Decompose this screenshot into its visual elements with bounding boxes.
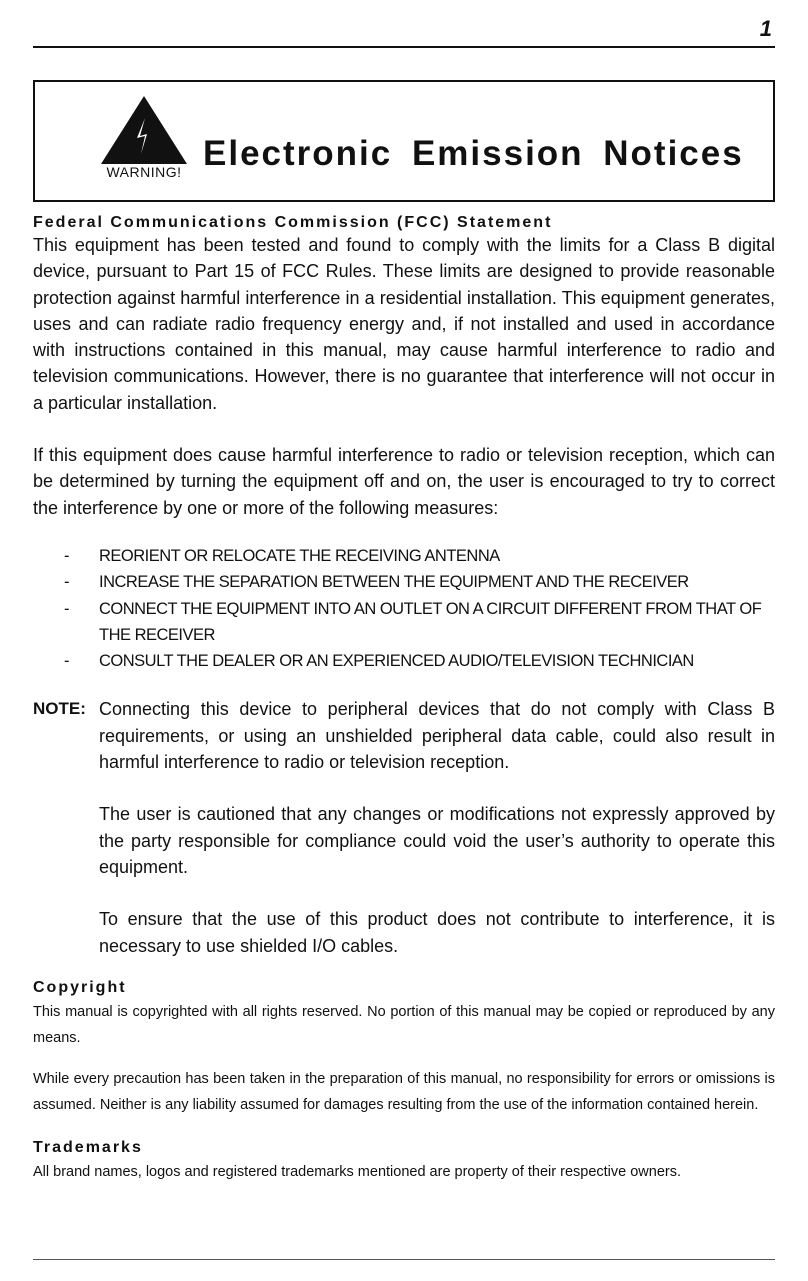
- title-banner: [33, 80, 775, 202]
- note-block: [33, 696, 775, 958]
- list-item-text: REORIENT OR RELOCATE THE RECEIVING ANTENNA: [99, 546, 500, 565]
- copyright-heading: Copyright: [33, 978, 127, 996]
- note-paragraph: To ensure that the use of this product does not contribute to interference, it is necessary to use shielded I/O cables.: [99, 909, 775, 956]
- list-item-text: CONSULT THE DEALER OR AN EXPERIENCED AUDIO/TELEVISION TECHNICIAN: [99, 652, 694, 671]
- list-item: [33, 596, 775, 649]
- note-paragraph: The user is cautioned that any changes or modifications not expressly approved by the party responsible for compliance could void the user’s authority to operate this equipment.: [99, 804, 775, 877]
- bullet-dash: -: [64, 573, 69, 592]
- copyright-paragraph: While every precaution has been taken in the preparation of this manual, no responsibility for errors or omissions is assumed. Neither is any liability assumed for damages resulting from the use of the information contained herein.: [33, 1070, 775, 1114]
- bullet-dash: -: [64, 546, 69, 565]
- list-item: [33, 648, 775, 674]
- page-title: Electronic Emission Notices: [203, 134, 744, 173]
- measures-list: [33, 543, 775, 674]
- warning-symbol: [99, 94, 189, 180]
- note-paragraph: Connecting this device to peripheral devices that do not comply with Class B requirements, or using an unshielded peripheral data cable, could also result in harmful interference to radio or television reception.: [99, 699, 775, 773]
- bullet-dash: -: [64, 652, 69, 671]
- list-item-text: CONNECT THE EQUIPMENT INTO AN OUTLET ON A CIRCUIT DIFFERENT FROM THAT OF THE RECEIVER: [99, 599, 762, 644]
- top-divider: [33, 46, 775, 48]
- note-label: NOTE:: [33, 699, 86, 719]
- copyright-paragraph: This manual is copyrighted with all rights reserved. No portion of this manual may be copied or reproduced by any means.: [33, 1003, 775, 1047]
- trademarks-heading: Trademarks: [33, 1138, 143, 1156]
- high-voltage-warning-icon: [99, 94, 189, 166]
- fcc-paragraph: This equipment has been tested and found to comply with the limits for a Class B digital device, pursuant to Part 15 of FCC Rules. These limits are designed to provide reasonable protection against harmful interference in a residential installation. This equipment generates, uses and can radiate radio frequency energy and, if not installed and used in accordance with instructions contained in this manual, may cause harmful interference to radio and television communications. However, there is no guarantee that interference will not occur in a particular installation.: [33, 235, 775, 413]
- bottom-divider: [33, 1259, 775, 1260]
- fcc-heading: Federal Communications Commission (FCC) Statement: [33, 214, 553, 231]
- main-content: [33, 214, 775, 1185]
- bullet-dash: -: [64, 599, 69, 618]
- fcc-paragraph: If this equipment does cause harmful interference to radio or television reception, which can be determined by turning the equipment off and on, the user is encouraged to try to correct the interference by one or more of the following measures:: [33, 445, 775, 518]
- list-item-text: INCREASE THE SEPARATION BETWEEN THE EQUIPMENT AND THE RECEIVER: [99, 573, 689, 592]
- page-number: 1: [759, 16, 772, 41]
- warning-label: WARNING!: [106, 164, 182, 180]
- list-item: [33, 569, 775, 595]
- list-item: [33, 543, 775, 569]
- trademarks-paragraph: All brand names, logos and registered trademarks mentioned are property of their respective owners.: [33, 1163, 681, 1180]
